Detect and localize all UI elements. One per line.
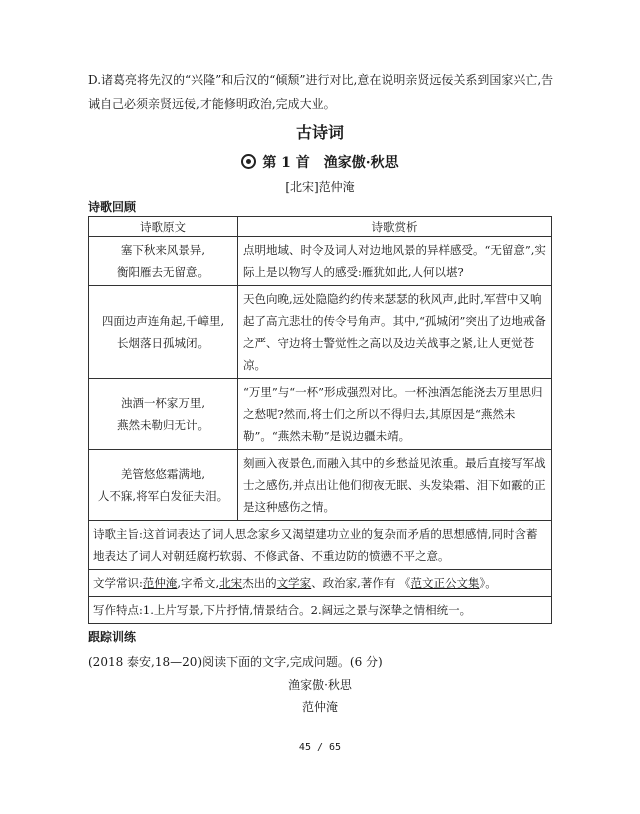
original-line: 塞下秋来风景异, (120, 243, 206, 257)
analysis-cell: “万里”与“一杯”形成强烈对比。一杯浊酒怎能浇去万里思归之愁呢?然而,将士们之所以不得归去,其原因是“燕然未勒”。“燕然未勒”是说边疆未靖。 (238, 379, 552, 450)
header-analysis: 诗歌赏析 (238, 217, 552, 237)
target-icon (241, 154, 256, 169)
poem-title: 渔家傲·秋思 (288, 678, 352, 692)
analysis-cell: 刻画入夜景色,而融入其中的乡愁益见浓重。最后直接写军战士之感伤,并点出让他们彻夜无眠、头发染霜、泪下如霰的正是这种感伤之情。 (238, 450, 552, 521)
analysis-cell: 天色向晚,远处隐隐约约传来瑟瑟的秋风声,此时,军营中又响起了高亢悲壮的传令号角声。其中,“孤城闭”突出了边地戒备之严、守边将士警觉性之高以及边关战事之紧,让人更觉苍凉。 (238, 286, 552, 379)
page-number: 45 / 65 (298, 742, 342, 753)
practice-title: 跟踪训练 (88, 630, 137, 644)
table-row (89, 450, 552, 521)
original-cell (89, 286, 238, 379)
literary-text: 、政治家,著作有 《 (311, 576, 411, 590)
literary-prefix: 文学常识: (93, 576, 143, 590)
literary-cell (89, 570, 552, 597)
dynasty-name: 北宋 (219, 576, 243, 590)
original-cell (89, 237, 238, 286)
original-line: 人不寐,将军白发征夫泪。 (97, 489, 229, 503)
original-cell (89, 379, 238, 450)
original-cell (89, 450, 238, 521)
literary-text: ,字希文, (177, 576, 220, 590)
intro-paragraph: D.诸葛亮将先汉的“兴隆”和后汉的“倾颓”进行对比,意在说明亲贤远佞关系到国家兴亡,告诫自己必须亲贤远佞,才能修明政治,完成大业。 (88, 73, 554, 111)
review-title: 诗歌回顾 (88, 200, 137, 214)
literary-text: 》。 (479, 576, 497, 590)
original-line: 四面边声连角起,千嶂里, (101, 314, 225, 328)
header-original: 诗歌原文 (89, 217, 238, 237)
poem-heading-text: 第 1 首 渔家傲·秋思 (262, 155, 399, 171)
theme-cell: 诗歌主旨:这首词表达了词人思念家乡又渴望建功立业的复杂而矛盾的思想感情,同时含蓄地表达了词人对朝廷腐朽软弱、不修武备、不重边防的愤懑不平之意。 (89, 521, 552, 570)
poem-table (88, 216, 552, 624)
literary-text: 杰出的 (242, 576, 277, 590)
section-title: 古诗词 (295, 123, 344, 142)
table-row (89, 237, 552, 286)
poem-heading (0, 152, 640, 172)
author-role: 文学家 (276, 576, 312, 590)
literary-row (89, 570, 552, 597)
author-name: 范仲淹 (142, 576, 178, 590)
work-title: 范文正公文集 (410, 576, 480, 590)
original-line: 燕然未勒归无计。 (117, 418, 209, 432)
table-row (89, 379, 552, 450)
author-line: [北宋]范仲淹 (285, 180, 355, 194)
theme-row (89, 521, 552, 570)
features-cell: 写作特点:1.上片写景,下片抒情,情景结合。2.阔远之景与深挚之情相统一。 (89, 597, 552, 624)
original-line: 长烟落日孤城闭。 (117, 336, 209, 350)
original-line: 浊酒一杯家万里, (120, 396, 206, 410)
table-header-row (89, 217, 552, 237)
original-line: 衡阳雁去无留意。 (117, 265, 209, 279)
analysis-cell: 点明地域、时令及词人对边地风景的异样感受。“无留意”,实际上是以物写人的感受:雁犹如此,人何以堪? (238, 237, 552, 286)
table-row (89, 286, 552, 379)
practice-line: (2018 泰安,18—20)阅读下面的文字,完成问题。(6 分) (88, 655, 383, 669)
poem-author: 范仲淹 (301, 700, 338, 714)
features-row (89, 597, 552, 624)
original-line: 羌管悠悠霜满地, (120, 467, 206, 481)
